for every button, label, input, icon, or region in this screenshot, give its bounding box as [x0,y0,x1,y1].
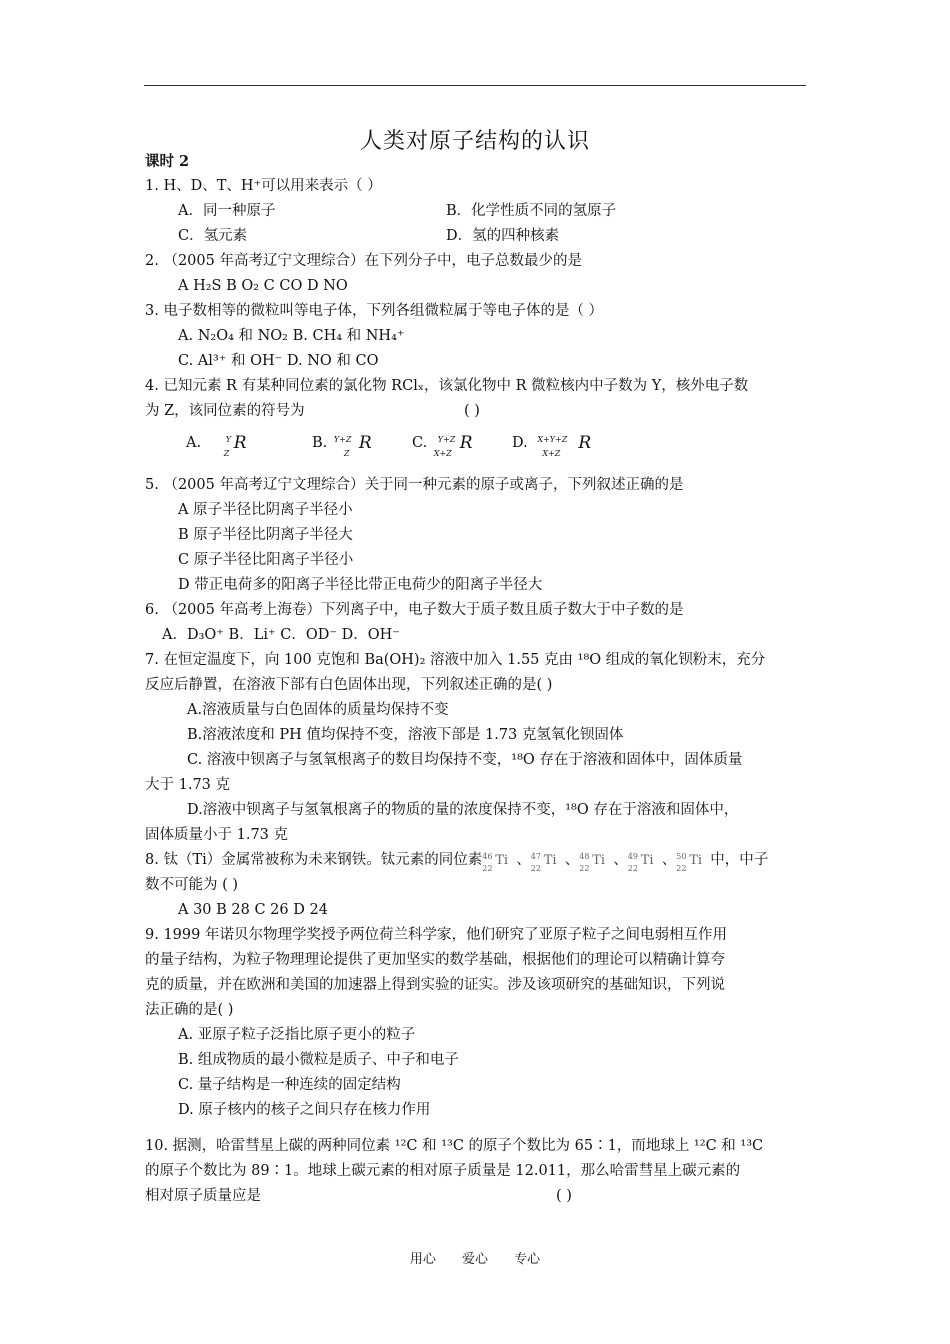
q9-option-b: B. 组成物质的最小微粒是质子、中子和电子 [178,1052,459,1068]
q4-option-a-symbol [208,428,252,458]
q4-option-d-number: X+Z [542,449,561,458]
q4-option-a [186,428,254,458]
q5-option-c: C 原子半径比阳离子半径小 [178,552,354,568]
q2-stem: 2. （2005 年高考辽宁文理综合）在下列分子中，电子总数最少的是 [145,253,582,269]
q4-option-b-element: R [358,433,372,453]
q8-isotope-49-number: 22 [627,864,638,873]
q4-option-b-number: Z [343,449,350,458]
q4-option-b [312,428,380,458]
q5-option-d: D 带正电荷多的阳离子半径比带正电荷少的阳离子半径大 [178,577,543,593]
q6-stem: 6. （2005 年高考上海卷）下列离子中，电子数大于质子数且质子数大于中子数的是 [145,602,684,618]
q8-isotope-47-mass: 47 [530,852,541,861]
q4-answer-paren: ( ) [464,403,480,419]
page-footer: 用心 爱心 专心 [409,1252,541,1267]
q7-line-2: 反应后静置，在溶液下部有白色固体出现，下列叙述正确的是( ) [145,677,553,693]
q8-isotope-46-mass: 46 [482,852,493,861]
q4-option-a-mass: Y [225,435,231,444]
q1-option-d: D．氢的四种核素 [446,228,560,244]
q4-option-d-element: R [578,433,592,453]
q7-option-d-line-1: D.溶液中钡离子与氢氧根离子的物质的量的浓度保持不变，¹⁸O 存在于溶液和固体中， [187,802,739,818]
q8-isotope-48-number: 22 [579,864,590,873]
q7-option-d-line-2: 固体质量小于 1.73 克 [145,827,289,843]
q3-stem: 3. 电子数相等的微粒叫等电子体，下列各组微粒属于等电子体的是（ ） [145,303,604,319]
q9-line-1: 9. 1999 年诺贝尔物理学奖授予两位荷兰科学家，他们研究了亚原子粒子之间电弱相互作用 [145,927,727,943]
q8-stem-end: 中，中子 [710,852,769,868]
q8-line-2: 数不可能为 ( ) [145,877,239,893]
q9-line-3: 克的质量，并在欧洲和美国的加速器上得到实验的证实。涉及该项研究的基础知识，下列说 [145,977,725,993]
q8-isotope-49 [627,850,662,873]
q8-isotope-50 [676,850,710,873]
q1-option-c: C．氢元素 [178,228,248,244]
page-title: 人类对原子结构的认识 [359,129,590,154]
q9-option-d: D. 原子核内的核子之间只存在核力作用 [178,1102,431,1118]
q4-line-1: 4. 已知元素 R 有某种同位素的氯化物 RClₓ，该氯化物中 R 微粒核内中子数为 Y，核外电子数 [145,378,749,394]
q4-option-a-number: Z [223,449,230,458]
q10-line-3: 相对原子质量应是 [145,1188,261,1204]
q8-isotope-50-mass: 50 [676,852,687,861]
q4-option-d-symbol [534,428,596,458]
q8-isotope-48-mass: 48 [579,852,590,861]
q4-option-c [412,428,480,458]
q8-isotope-49-mass: 49 [627,852,638,861]
q8-isotope-46 [482,850,516,873]
q7-option-a: A.溶液质量与白色固体的质量均保持不变 [187,702,449,718]
q8-options: A 30 B 28 C 26 D 24 [178,902,328,918]
q4-option-c-number: X+Z [433,449,452,458]
q9-option-c: C. 量子结构是一种连续的固定结构 [178,1077,401,1093]
q4-option-d-label: D. [512,435,528,451]
q8-stem-start: 8. 钛（Ti）金属常被称为未来钢铁。钛元素的同位素 [145,852,483,868]
q8-line-1: 8. 钛（Ti）金属常被称为未来钢铁。钛元素的同位素 46 22 Ti 、 47 22 Ti 、 48 22 Ti 、 49 22 Ti 、 50 22 Ti 中，中子 [145,850,768,870]
q7-line-1: 7. 在恒定温度下，向 100 克饱和 Ba(OH)₂ 溶液中加入 1.55 克由 ¹⁸O 组成的氧化钡粉末，充分 [145,652,766,668]
q8-isotope-46-element: Ti [495,853,509,868]
q4-option-a-label: A. [186,435,202,451]
q8-isotope-48-element: Ti [592,853,606,868]
q4-option-c-symbol [434,428,478,458]
q10-answer-paren: ( ) [556,1188,572,1204]
q8-isotope-50-number: 22 [676,864,687,873]
q8-isotope-47-element: Ti [543,853,557,868]
q8-isotope-46-number: 22 [482,864,493,873]
q4-option-b-mass: Y+Z [333,435,352,444]
q4-option-c-mass: Y+Z [437,435,456,444]
q2-options: A H₂S B O₂ C CO D NO [178,278,348,294]
q10-line-2: 的原子个数比为 89∶1。地球上碳元素的相对原子质量是 12.011，那么哈雷彗星上碳元素的 [145,1163,741,1179]
q4-line-2: 为 Z，该同位素的符号为 [145,403,305,419]
q6-options: A．D₃O⁺ B．Li⁺ C．OD⁻ D．OH⁻ [162,627,400,643]
q9-line-2: 的量子结构，为粒子物理理论提供了更加坚实的数学基础，根据他们的理论可以精确计算夸 [145,952,725,968]
lesson-label: 课时 2 [145,153,190,170]
q7-option-c-line-2: 大于 1.73 克 [145,777,231,793]
q8-isotope-47-number: 22 [530,864,541,873]
q4-option-d [512,428,598,458]
q9-line-4: 法正确的是( ) [145,1002,234,1018]
q10-line-1: 10. 据测，哈雷彗星上碳的两种同位素 ¹²C 和 ¹³C 的原子个数比为 65∶1，而地球上 ¹²C 和 ¹³C [145,1138,764,1154]
q1-stem: 1. H、D、T、H⁺可以用来表示（ ） [145,178,382,194]
q4-option-d-mass: X+Y+Z [537,435,568,444]
q5-stem: 5. （2005 年高考辽宁文理综合）关于同一种元素的原子或离子，下列叙述正确的是 [145,477,684,493]
q4-option-b-symbol [334,428,378,458]
q3-options-cd: C. Al³⁺ 和 OH⁻ D. NO 和 CO [178,353,379,369]
q8-isotope-47 [530,850,565,873]
q3-options-ab: A. N₂O₄ 和 NO₂ B. CH₄ 和 NH₄⁺ [178,328,405,344]
header-rule [144,85,806,86]
q5-option-a: A 原子半径比阴离子半径小 [178,502,353,518]
q8-isotope-49-element: Ti [640,853,654,868]
q7-option-c-line-1: C. 溶液中钡离子与氢氧根离子的数目均保持不变，¹⁸O 存在于溶液和固体中，固体质量 [187,752,743,768]
q1-option-a: A．同一种原子 [178,203,276,219]
q1-option-b: B．化学性质不同的氢原子 [446,203,617,219]
q4-option-a-element: R [233,433,247,453]
q9-option-a: A. 亚原子粒子泛指比原子更小的粒子 [178,1027,416,1043]
q4-option-c-label: C. [412,435,428,451]
q8-isotope-48 [579,850,613,873]
q5-option-b: B 原子半径比阴离子半径大 [178,527,353,543]
q4-option-b-label: B. [312,435,328,451]
q8-isotope-50-element: Ti [689,853,703,868]
q4-option-c-element: R [459,433,473,453]
q7-option-b: B.溶液浓度和 PH 值均保持不变，溶液下部是 1.73 克氢氧化钡固体 [187,727,624,743]
